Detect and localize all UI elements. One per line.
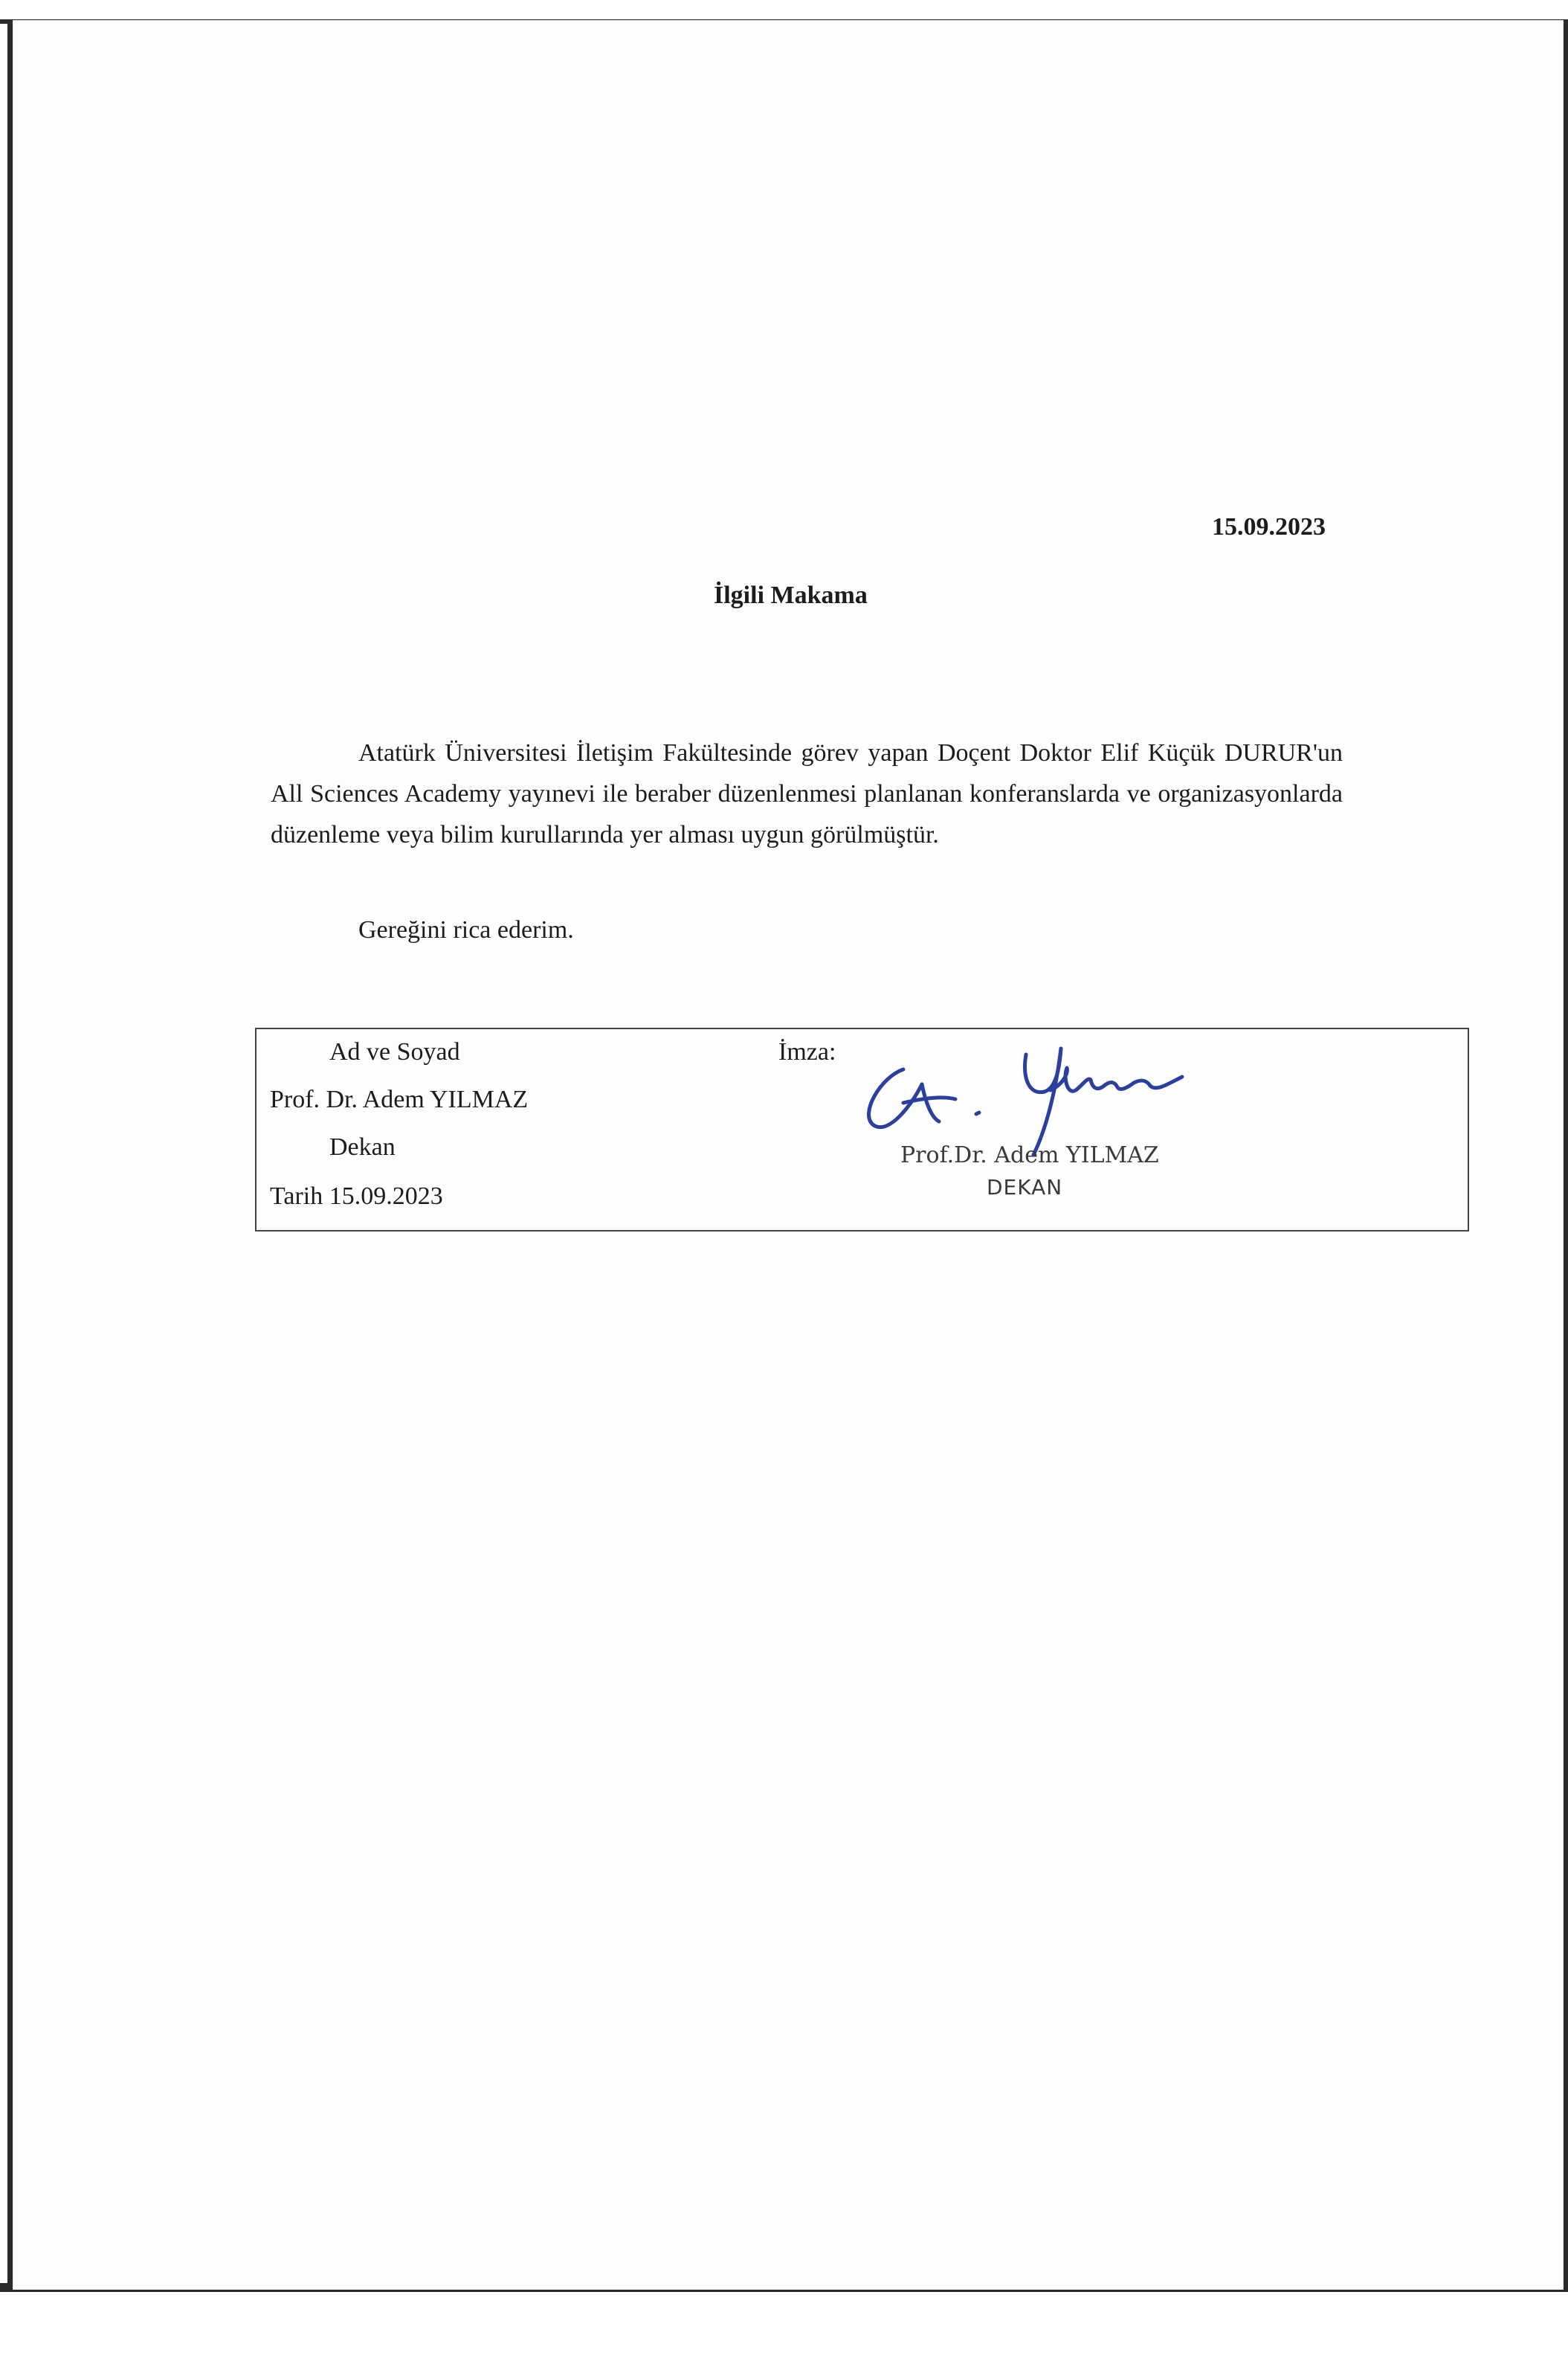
letter-subject: İlgili Makama bbox=[714, 582, 868, 609]
letter-body: Atatürk Üniversitesi İletişim Fakültesinde görev yapan Doçent Doktor Elif Küçük DURUR'un All Sciences Academy yayınevi ile beraber düzenlenmesi planlanan konferanslarda ve organizasyonlarda düzenleme veya bilim kurullarında yer alması uygun görülmüştür. bbox=[271, 739, 1343, 849]
handwritten-signature bbox=[851, 1032, 1193, 1159]
signature-label: İmza: bbox=[778, 1038, 836, 1066]
signer-name: Prof. Dr. Adem YILMAZ bbox=[270, 1086, 529, 1113]
stamp-title: DEKAN bbox=[987, 1175, 1063, 1200]
signature-box bbox=[255, 1028, 1469, 1232]
name-label: Ad ve Soyad bbox=[329, 1038, 460, 1066]
scan-edge-left bbox=[7, 19, 13, 2292]
letter-date: 15.09.2023 bbox=[1212, 513, 1326, 541]
letter-closing: Gereğini rica ederim. bbox=[358, 916, 574, 944]
stamp-name: Prof.Dr. Adem YILMAZ bbox=[900, 1142, 1159, 1168]
signature-date: Tarih 15.09.2023 bbox=[270, 1182, 443, 1210]
signer-title: Dekan bbox=[329, 1133, 396, 1161]
